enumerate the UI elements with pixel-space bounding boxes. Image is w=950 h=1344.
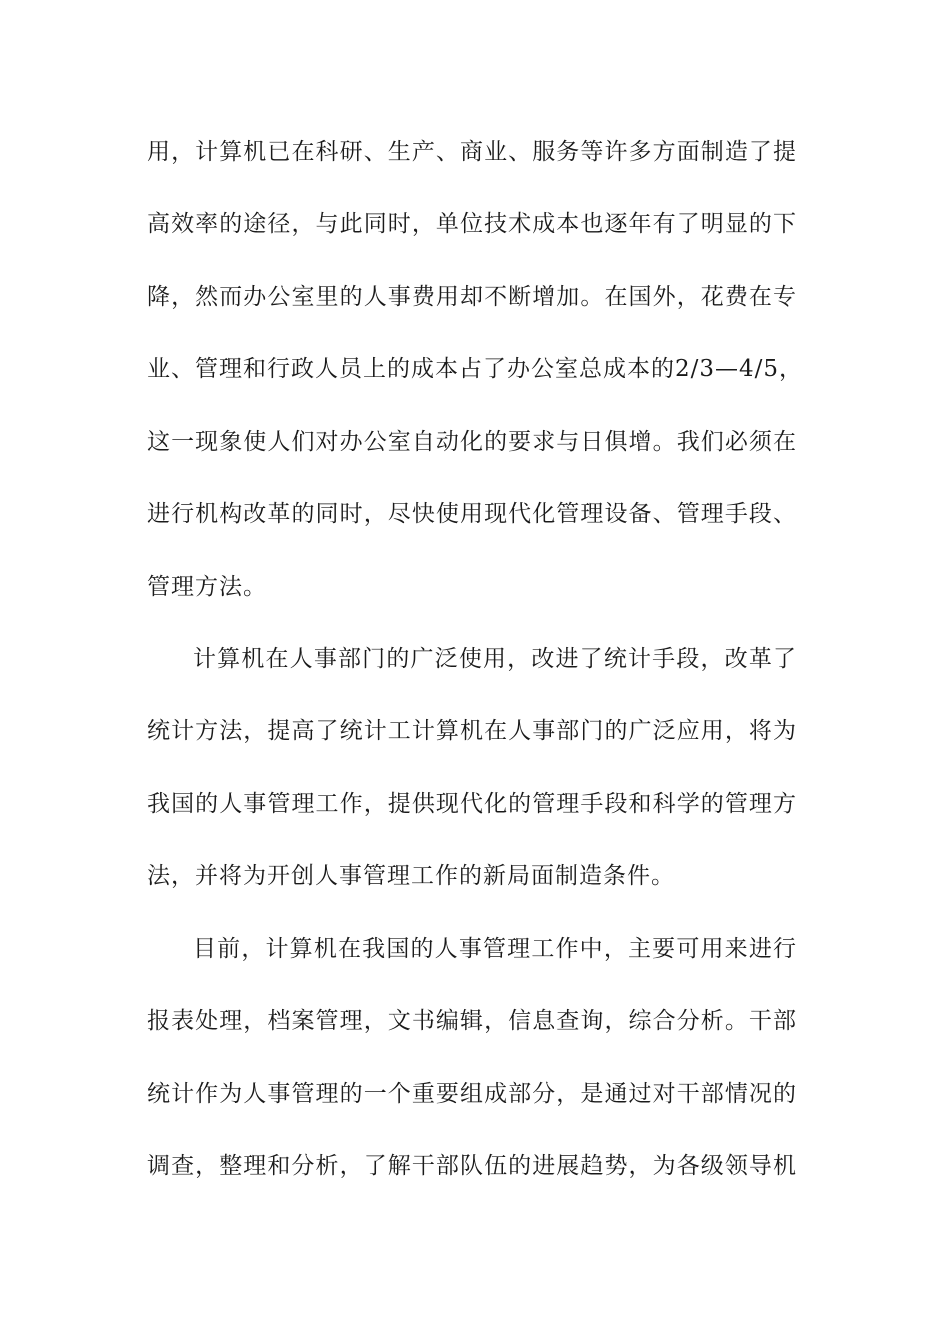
text-line: 统计方法，提高了统计工计算机在人事部门的广泛应用，将为 bbox=[147, 718, 797, 744]
text-line: 报表处理，档案管理，文书编辑，信息查询，综合分析。干部 bbox=[147, 1008, 797, 1034]
text-line: 高效率的途径，与此同时，单位技术成本也逐年有了明显的下 bbox=[147, 211, 797, 237]
text-line: 统计作为人事管理的一个重要组成部分，是通过对干部情况的 bbox=[147, 1081, 797, 1107]
text-line: 用，计算机已在科研、生产、商业、服务等许多方面制造了提 bbox=[147, 139, 797, 165]
text-line: 这一现象使人们对办公室自动化的要求与日俱增。我们必须在 bbox=[147, 429, 797, 455]
text-line: 进行机构改革的同时，尽快使用现代化管理设备、管理手段、 bbox=[147, 501, 797, 527]
text-line: 业、管理和行政人员上的成本占了办公室总成本的2/3—4/5， bbox=[147, 356, 804, 382]
text-line: 降，然而办公室里的人事费用却不断增加。在国外，花费在专 bbox=[147, 284, 797, 310]
paragraph-first-line: 计算机在人事部门的广泛使用，改进了统计手段，改革了 bbox=[193, 646, 797, 672]
text-line: 我国的人事管理工作，提供现代化的管理手段和科学的管理方 bbox=[147, 791, 797, 817]
text-line: 调查，整理和分析，了解干部队伍的进展趋势，为各级领导机 bbox=[147, 1153, 797, 1179]
paragraph-first-line: 目前，计算机在我国的人事管理工作中，主要可用来进行 bbox=[193, 936, 797, 962]
text-line: 法，并将为开创人事管理工作的新局面制造条件。 bbox=[147, 863, 675, 889]
text-line: 管理方法。 bbox=[147, 574, 267, 600]
